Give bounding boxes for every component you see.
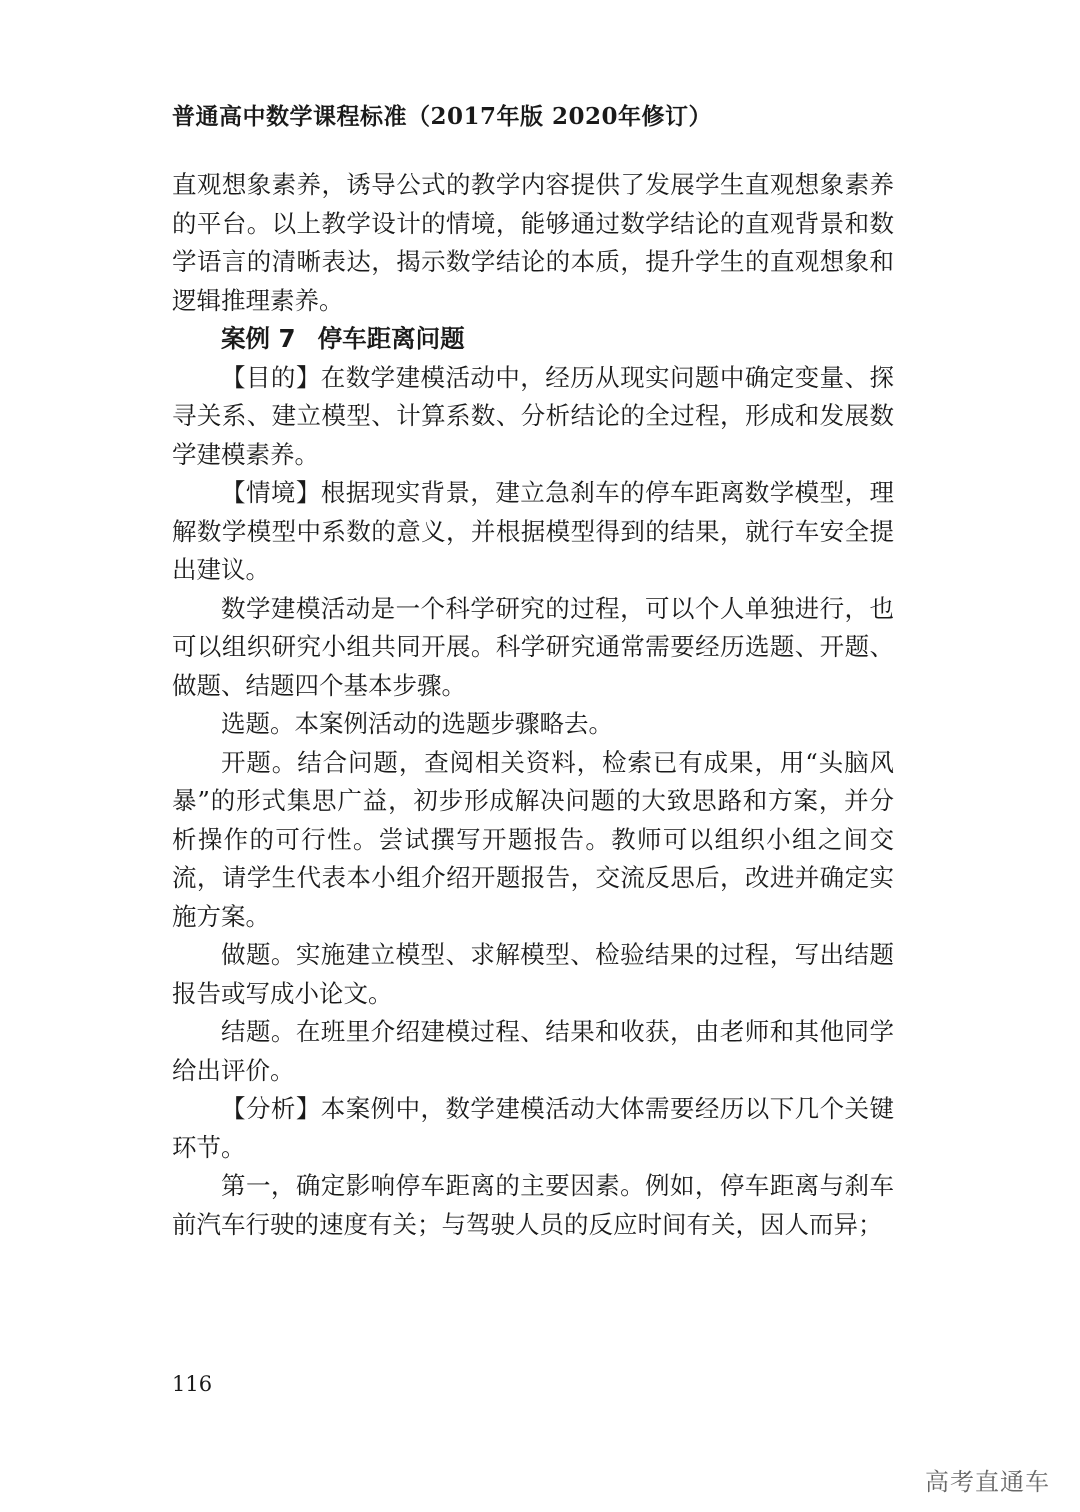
paragraph-context: 【情境】根据现实背景，建立急刹车的停车距离数学模型，理解数学模型中系数的意义，并根据模型得到的结果，就行车安全提出建议。 xyxy=(172,478,894,584)
document-body xyxy=(172,166,894,1244)
paragraph-do-topic: 做题。实施建立模型、求解模型、检验结果的过程，写出结题报告或写成小论文。 xyxy=(172,940,894,1008)
case-heading xyxy=(172,320,894,359)
paragraph-analysis: 【分析】本案例中，数学建模活动大体需要经历以下几个关键环节。 xyxy=(172,1094,894,1162)
paragraph-close-topic: 结题。在班里介绍建模过程、结果和收获，由老师和其他同学给出评价。 xyxy=(172,1017,894,1085)
paragraph-process: 数学建模活动是一个科学研究的过程，可以个人单独进行，也可以组织研究小组共同开展。科学研究通常需要经历选题、开题、做题、结题四个基本步骤。 xyxy=(172,593,894,700)
paragraph-open-topic: 开题。结合问题，查阅相关资料，检索已有成果，用“头脑风暴”的形式集思广益，初步形成解决问题的大致思路和方案，并分析操作的可行性。尝试撰写开题报告。教师可以组织小组之间交流，请学生代表本小组介绍开题报告，交流反思后，改进并确定实施方案。 xyxy=(172,747,894,931)
watermark-text: 高考直通车 xyxy=(925,1468,1050,1496)
paragraph-select-topic: 选题。本案例活动的选题步骤略去。 xyxy=(221,709,613,738)
paragraph-continuation: 直观想象素养，诱导公式的教学内容提供了发展学生直观想象素养的平台。以上教学设计的情境，能够通过数学结论的直观背景和数学语言的清晰表达，揭示数学结论的本质，提升学生的直观想象和逻辑推理素养。 xyxy=(172,170,894,315)
running-header: 普通高中数学课程标准（2017年版 2020年修订） xyxy=(172,103,713,130)
page-number: 116 xyxy=(172,1372,213,1396)
paragraph-first-step: 第一，确定影响停车距离的主要因素。例如，停车距离与刹车前汽车行驶的速度有关；与驾驶人员的反应时间有关，因人而异； xyxy=(172,1171,894,1239)
case-heading-title: 停车距离问题 xyxy=(317,324,465,353)
case-heading-number: 案例 7 xyxy=(221,324,296,353)
paragraph-goal: 【目的】在数学建模活动中，经历从现实问题中确定变量、探寻关系、建立模型、计算系数、分析结论的全过程，形成和发展数学建模素养。 xyxy=(172,362,894,469)
